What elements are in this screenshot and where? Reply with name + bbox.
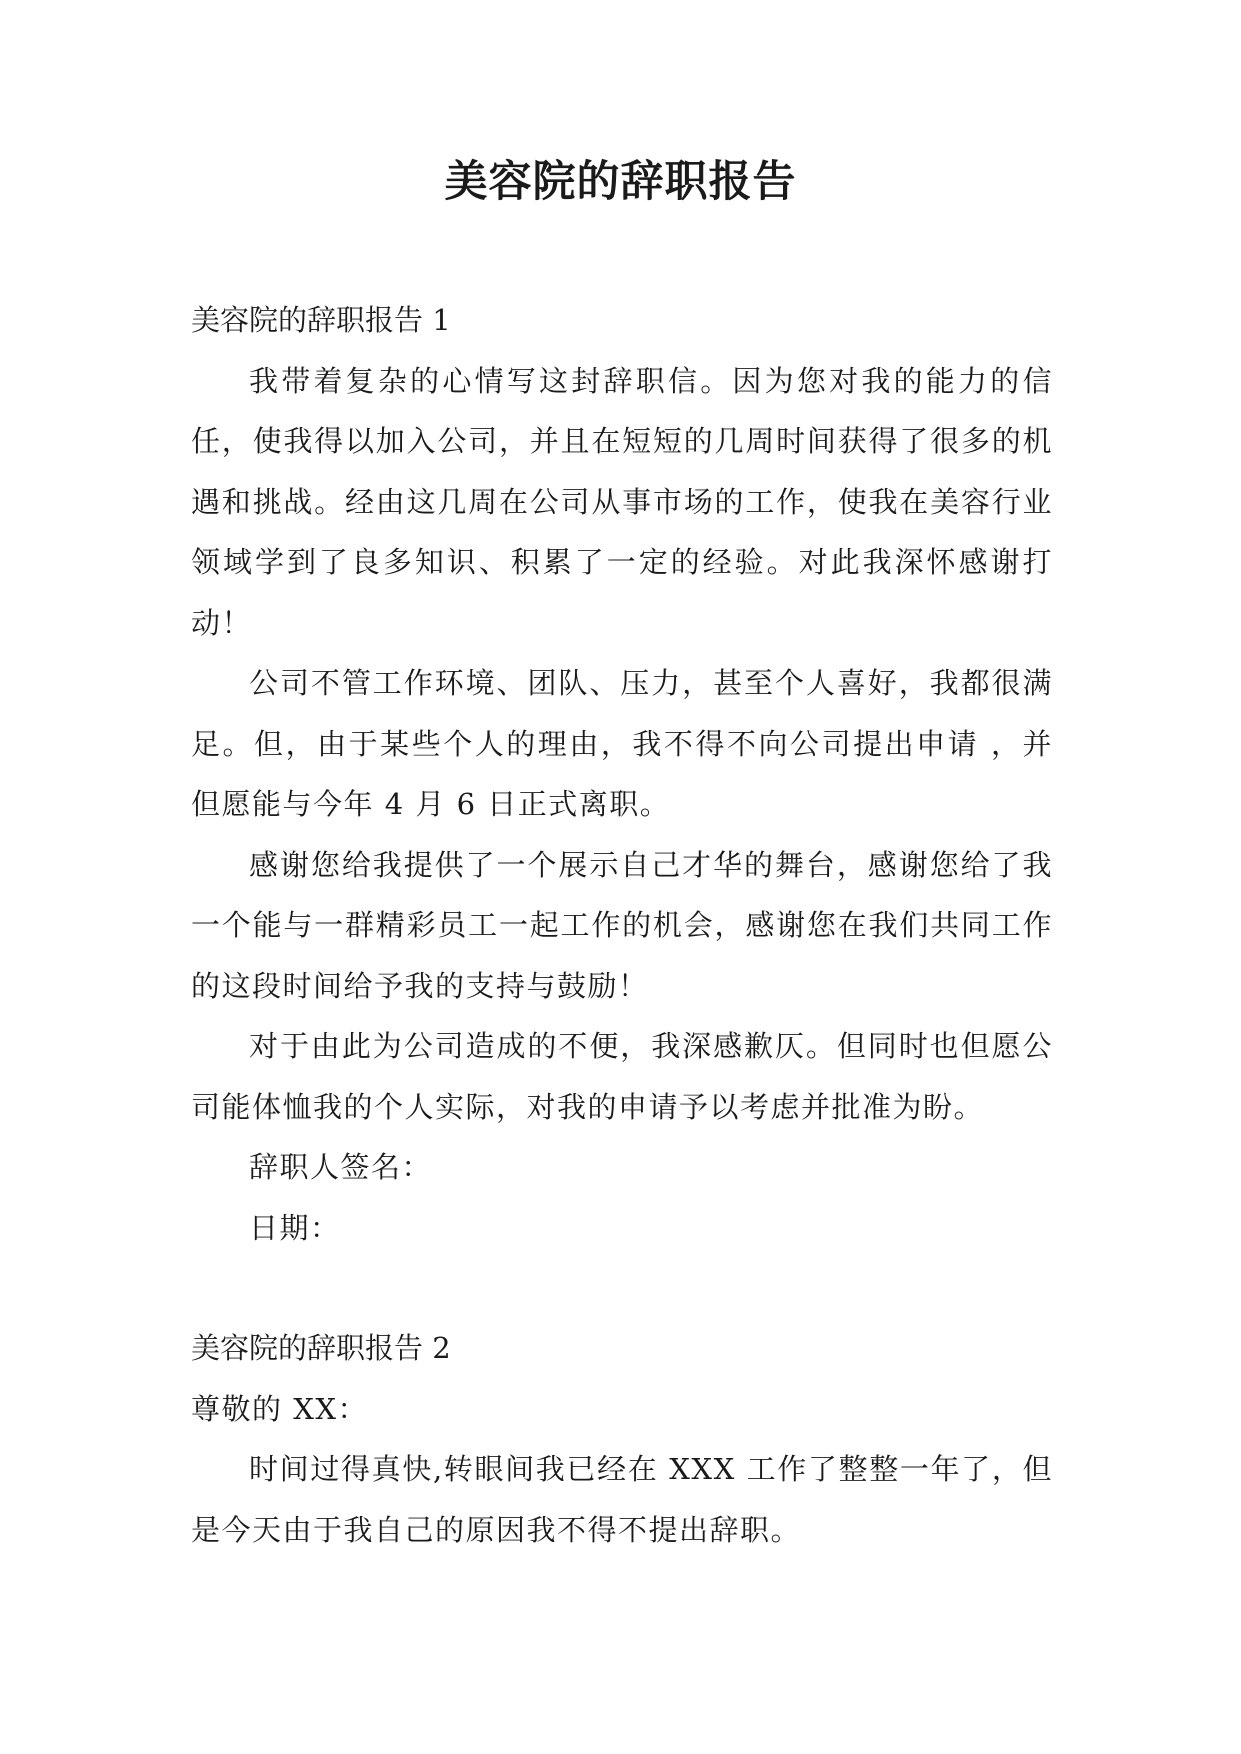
body-paragraph: 对于由此为公司造成的不便，我深感歉仄。但同时也但愿公司能体恤我的个人实际，对我的申请予以考虑并批准为盼。 <box>191 1029 1053 1124</box>
body-paragraph: 感谢您给我提供了一个展示自己才华的舞台，感谢您给了我一个能与一群精彩员工一起工作的机会，感谢您在我们共同工作的这段时间给予我的支持与鼓励！ <box>191 847 1053 1003</box>
document-title: 美容院的辞职报告 <box>444 157 797 207</box>
body-paragraph: 时间过得真快,转眼间我已经在 XXX 工作了整整一年了，但是今天由于我自己的原因我不得不提出辞职。 <box>191 1452 1053 1547</box>
signature-label: 辞职人签名： <box>249 1150 433 1184</box>
body-paragraph: 我带着复杂的心情写这封辞职信。因为您对我的能力的信任，使我得以加入公司，并且在短短的几周时间获得了很多的机遇和挑战。经由这几周在公司从事市场的工作，使我在美容行业领域学到了良多知识、积累了一定的经验。对此我深怀感谢打动！ <box>191 363 1053 640</box>
section-2 <box>191 1318 1053 1560</box>
section-spacer <box>191 1258 1053 1318</box>
document-body <box>191 290 1053 1560</box>
section-heading: 美容院的辞职报告 1 <box>191 303 451 337</box>
section-heading: 美容院的辞职报告 2 <box>191 1331 451 1365</box>
body-paragraph: 公司不管工作环境、团队、压力，甚至个人喜好，我都很满足。但，由于某些个人的理由，我不得不向公司提出申请 ，并但愿能与今年 4 月 6 日正式离职。 <box>191 666 1053 821</box>
section-1 <box>191 290 1053 1258</box>
salutation: 尊敬的 XX： <box>191 1391 369 1426</box>
date-label: 日期： <box>249 1210 341 1245</box>
